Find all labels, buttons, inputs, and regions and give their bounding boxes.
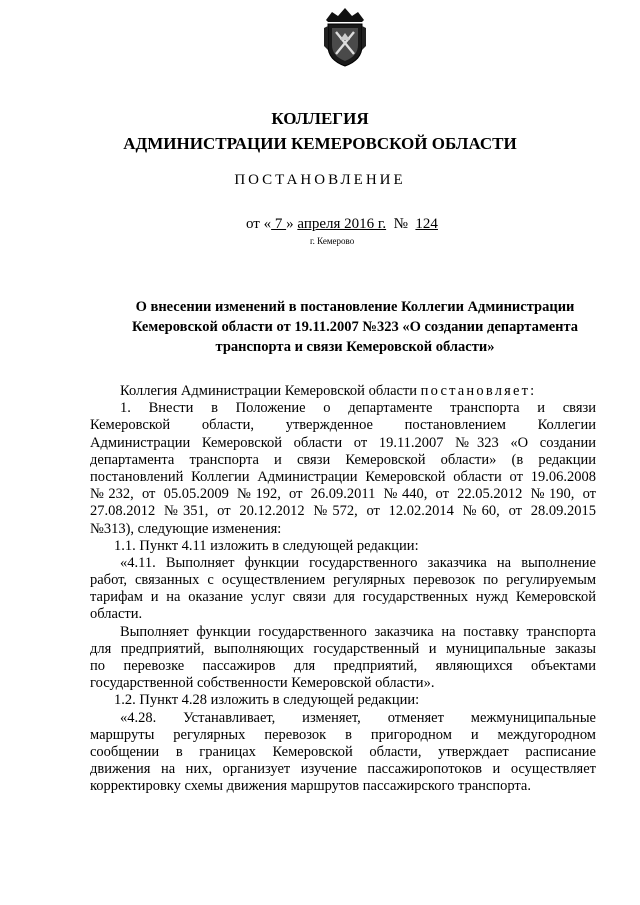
- document-number: 124: [415, 216, 438, 232]
- number-sign: №: [393, 216, 408, 232]
- date-month-year: апреля 2016 г.: [297, 216, 387, 232]
- collegium-heading: КОЛЛЕГИЯ: [271, 109, 369, 128]
- paragraph-line: работ, связанных с осуществлением регулярных перевозок по регулируемым: [90, 572, 596, 589]
- date-middle: »: [286, 216, 298, 232]
- intro-text: Коллегия Администрации Кемеровской области: [120, 383, 421, 399]
- title-line: О внесении изменений в постановление Коллегии Администрации: [135, 299, 575, 315]
- date-number-line: [246, 216, 438, 233]
- title-line: Кемеровской области от 19.11.2007 №323 «О создании департамента: [131, 319, 579, 335]
- paragraph-line: тарифам и на оказание услуг связи для государственных нужд Кемеровской: [90, 589, 596, 606]
- paragraph-line: №232, от 05.05.2009 №192, от 26.09.2011 №440, от 22.05.2012 №190, от: [90, 486, 596, 503]
- paragraph-line: Выполняет функции государственного заказчика на поставку транспорта: [120, 623, 596, 640]
- title-line: транспорта и связи Кемеровской области»: [215, 339, 495, 355]
- paragraph-line: «4.11. Выполняет функции государственного заказчика на выполнение: [120, 554, 596, 571]
- paragraph-line: сообщении в границах Кемеровской области, утверждает расписание: [90, 743, 596, 760]
- intro-paragraph: [90, 383, 596, 400]
- paragraph-line: корректировку схемы движения маршрутов пассажирского транспорта.: [90, 778, 531, 795]
- document-type: ПОСТАНОВЛЕНИЕ: [234, 172, 406, 188]
- paragraph-line: по перевозке пассажиров для предприятий, являющихся объектами: [90, 658, 596, 674]
- paragraph-line: 27.08.2012 №351, от 20.12.2012 №572, от 12.02.2014 №60, от 28.09.2015: [90, 503, 596, 520]
- paragraph-line: №313), следующие изменения:: [90, 520, 282, 537]
- intro-resolves-word: постановляет:: [420, 383, 537, 399]
- paragraph-line: движения на них, организует изучение пассажиропотоков и осуществляет: [90, 761, 596, 778]
- paragraph-line: «4.28. Устанавливает, изменяет, отменяет межмуниципальные: [120, 709, 596, 726]
- subitem-1-1: 1.1. Пункт 4.11 изложить в следующей редакции:: [114, 537, 419, 554]
- date-day: 7: [271, 216, 287, 232]
- paragraph-line: Кемеровской области, утвержденное постановлением Коллегии: [90, 417, 596, 434]
- paragraph-line: постановлений Коллегии Администрации Кемеровской области от 19.06.2008: [90, 468, 596, 485]
- subitem-1-2: 1.2. Пункт 4.28 изложить в следующей редакции:: [114, 692, 420, 709]
- administration-heading: АДМИНИСТРАЦИИ КЕМЕРОВСКОЙ ОБЛАСТИ: [123, 134, 517, 153]
- coat-of-arms-emblem: [322, 6, 368, 68]
- paragraph-line: государственной собственности Кемеровской области».: [90, 675, 435, 692]
- paragraph-line: Администрации Кемеровской области от 19.11.2007 №323 «О создании: [90, 434, 596, 451]
- paragraph-line: маршруты регулярных перевозок в пригородном и междугородном: [90, 726, 596, 743]
- document-title: [110, 297, 600, 357]
- paragraph-line: области.: [90, 606, 143, 623]
- paragraph-line: 1. Внести в Положение о департаменте транспорта и связи: [120, 400, 596, 417]
- document-body: [90, 383, 596, 796]
- date-prefix: от «: [246, 216, 272, 232]
- paragraph-line: для предприятий, выполняющих государственный и муниципальные заказы: [90, 640, 596, 657]
- paragraph-line: департамента транспорта и связи Кемеровской области» (в редакции: [90, 451, 596, 468]
- city-label: г. Кемерово: [310, 236, 355, 246]
